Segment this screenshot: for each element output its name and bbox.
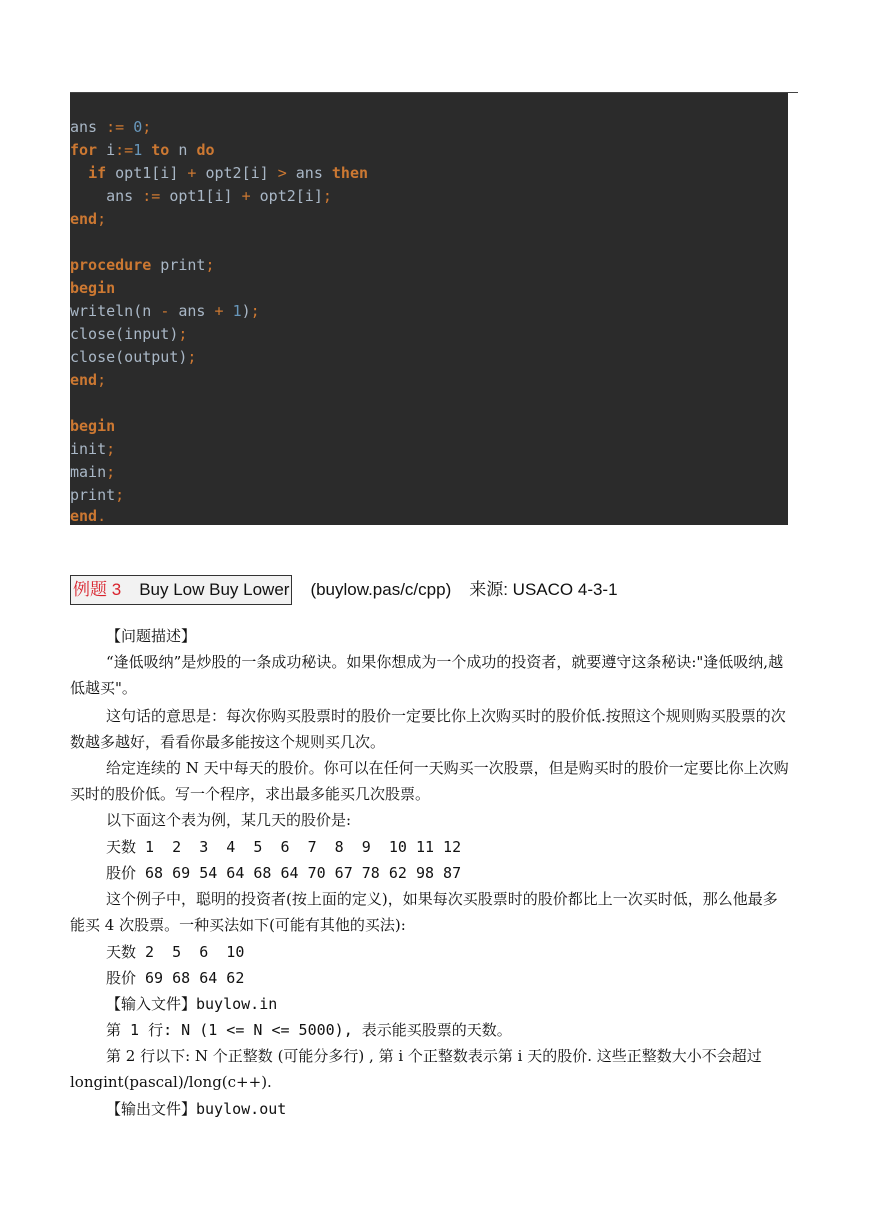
example-files: (buylow.pas/c/cpp) <box>310 580 452 599</box>
price-row: 股价 68 69 54 64 68 64 70 67 78 62 98 87 <box>106 864 462 882</box>
code-line: begin <box>70 279 116 297</box>
example-title <box>70 575 618 603</box>
code-line: writeln(n - ans + 1); <box>70 302 260 320</box>
code-line: end. <box>70 507 107 525</box>
input-line-1: 第 1 行: N (1 <= N <= 5000), 表示能买股票的天数。 <box>106 1021 512 1039</box>
input-heading: 【输入文件】buylow.in <box>106 995 278 1013</box>
output-heading: 【输出文件】buylow.out <box>106 1100 287 1118</box>
code-line: init; <box>70 440 116 458</box>
code-line: main; <box>70 463 116 481</box>
code-line: close(output); <box>70 348 197 366</box>
code-line: procedure print; <box>70 256 215 274</box>
paragraph-4: 以下面这个表为例，某几天的股价是: <box>106 811 352 829</box>
price-row-2: 股价 69 68 64 62 <box>106 969 245 987</box>
code-line: end; <box>70 210 107 228</box>
code-line: print; <box>70 486 125 504</box>
days-row-2: 天数 2 5 6 10 <box>106 943 245 961</box>
days-row: 天数 1 2 3 4 5 6 7 8 9 10 11 12 <box>106 838 462 856</box>
input-line-2: 第 2 行以下: N 个正整数 (可能分多行) , 第 i 个正整数表示第 i 天的股价. 这些正整数大小不会超过 longint(pascal)/long(c++). <box>70 1047 762 1091</box>
paragraph-5: 这个例子中，聪明的投资者(按上面的定义)，如果每次买股票时的股价都比上一次买时低，那么他最多能买 4 次股票。一种买法如下(可能有其他的买法): <box>70 890 778 934</box>
example-label: 例题 3 <box>73 580 122 599</box>
paragraph-1: “逢低吸纳”是炒股的一条成功秘诀。如果你想成为一个成功的投资者，就要遵守这条秘诀:"逢低吸纳,越低越买"。 <box>70 653 784 697</box>
code-line: close(input); <box>70 325 188 343</box>
code-line: begin <box>70 417 116 435</box>
code-block <box>70 93 788 525</box>
paragraph-3: 给定连续的 N 天中每天的股价。你可以在任何一天购买一次股票，但是购买时的股价一定要比你上次购买时的股价低。写一个程序，求出最多能买几次股票。 <box>70 759 789 803</box>
example-source: 来源: USACO 4-3-1 <box>469 580 618 599</box>
code-line: ans := opt1[i] + opt2[i]; <box>70 187 332 205</box>
paragraph-2: 这句话的意思是：每次你购买股票时的股价一定要比你上次购买时的股价低.按照这个规则购买股票的次数越多越好，看看你最多能按这个规则买几次。 <box>70 707 786 751</box>
code-line: for i:=1 to n do <box>70 141 215 159</box>
code-line: if opt1[i] + opt2[i] > ans then <box>88 164 369 182</box>
code-line: end; <box>70 371 107 389</box>
problem-heading: 【问题描述】 <box>106 627 197 645</box>
example-title-box <box>70 575 292 605</box>
code-line: ans := 0; <box>70 118 152 136</box>
example-name: Buy Low Buy Lower <box>139 580 290 599</box>
